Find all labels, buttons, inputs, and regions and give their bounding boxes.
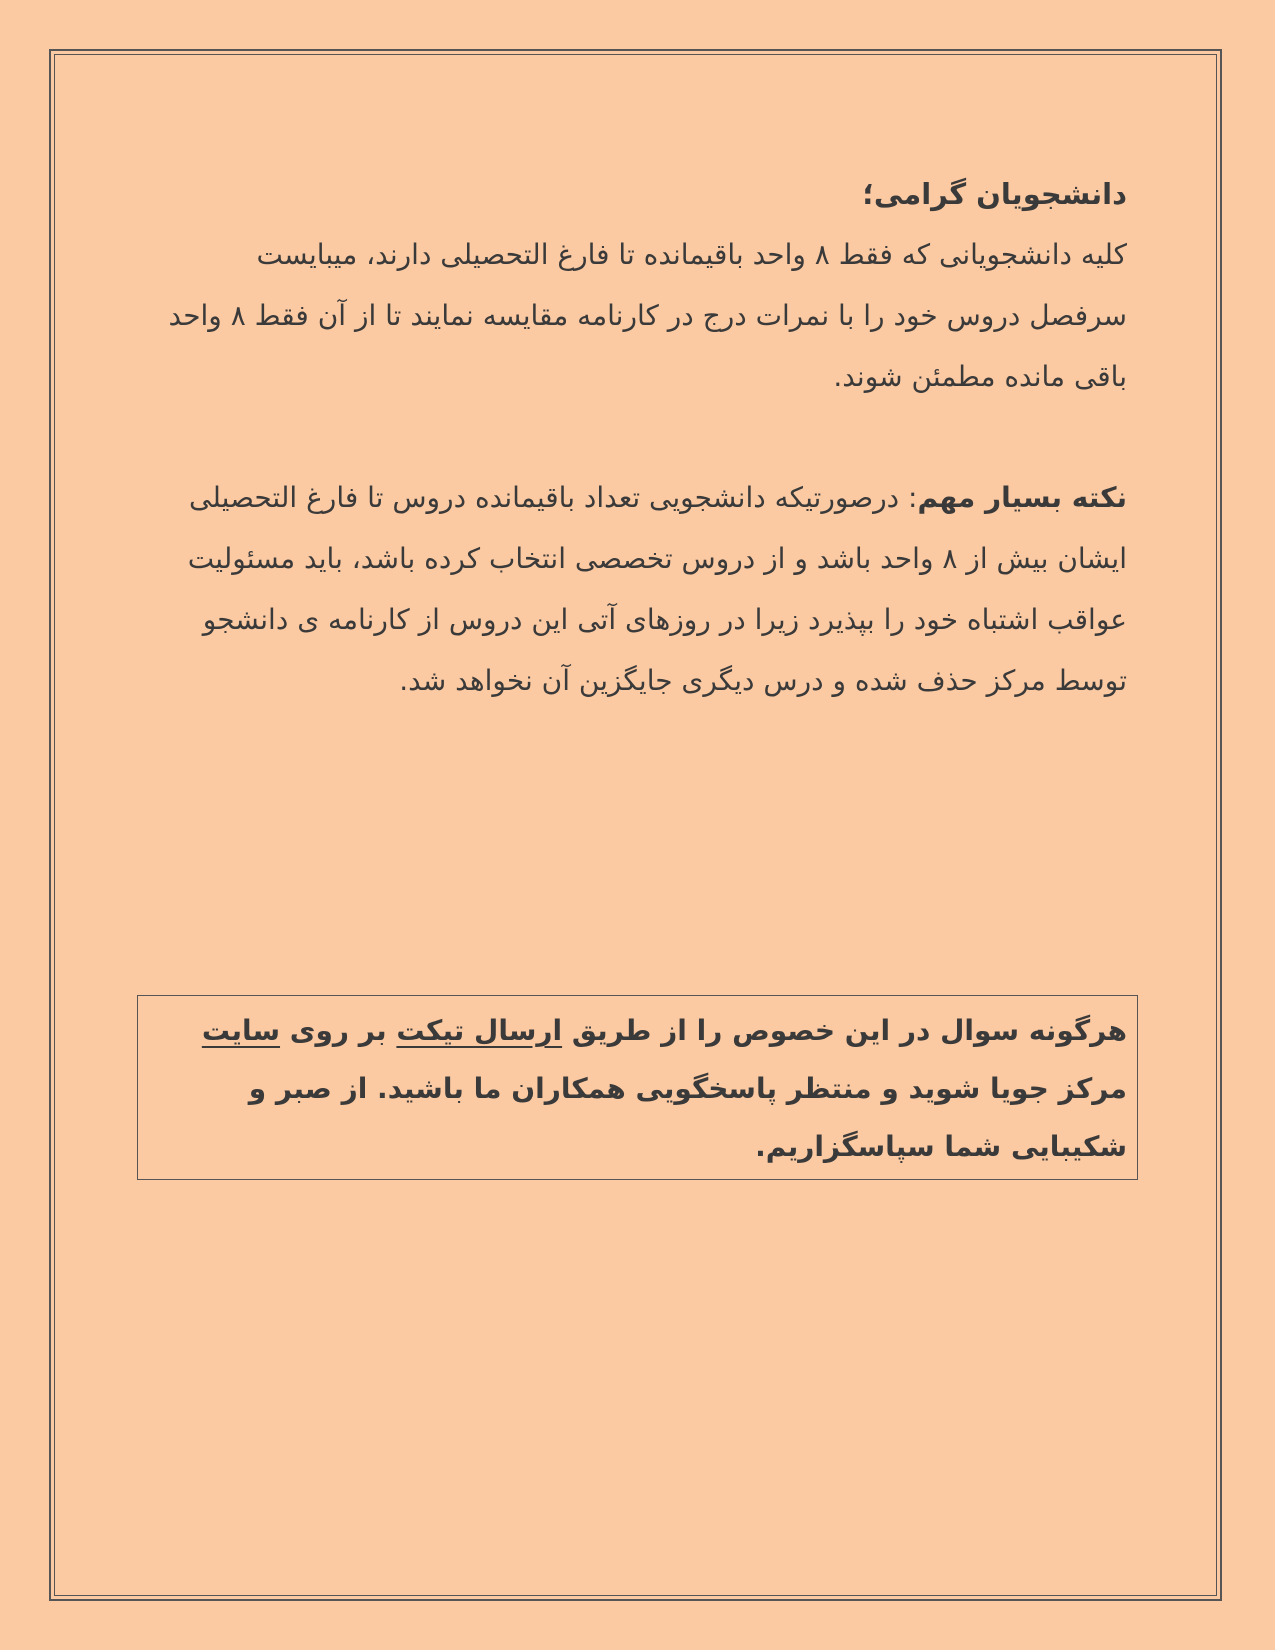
important-note-label: نکته بسیار مهم [917,481,1127,514]
notice-text-3: مرکز جویا شوید و منتظر پاسخگویی همکاران ما باشید. از صبر و شکیبایی شما سپاسگزاریم. [248,1072,1127,1163]
send-ticket-link[interactable]: ارسال تیکت [396,1014,563,1047]
notice-text-2: بر روی [280,1014,397,1047]
important-note-colon: : [908,481,918,514]
notice-text-1: هرگونه سوال در این خصوص را از طریق [562,1014,1127,1047]
contact-notice-box [137,995,1138,1180]
paragraph-important-note [160,467,1127,711]
site-link[interactable]: سایت [201,1014,281,1047]
important-note-text: درصورتیکه دانشجویی تعداد باقیمانده دروس تا فارغ التحصیلی ایشان بیش از ۸ واحد باشد و از دروس تخصصی انتخاب کرده باشد، باید مسئولیت عواقب اشتباه خود را بپذیرد زیرا در روزهای آتی این دروس از کارنامه ی دانشجو توسط مرکز حذف شده و درس دیگری جایگزین آن نخواهد شد. [187,481,1127,697]
paragraph-remaining-units: کلیه دانشجویانی که فقط ۸ واحد باقیمانده تا فارغ التحصیلی دارند، میبایست سرفصل دروس خود را با نمرات درج در کارنامه مقایسه نمایند تا از آن فقط ۸ واحد باقی مانده مطمئن شوند. [168,238,1127,393]
greeting-heading: دانشجویان گرامی؛ [862,177,1127,211]
announcement-body [160,168,1127,711]
